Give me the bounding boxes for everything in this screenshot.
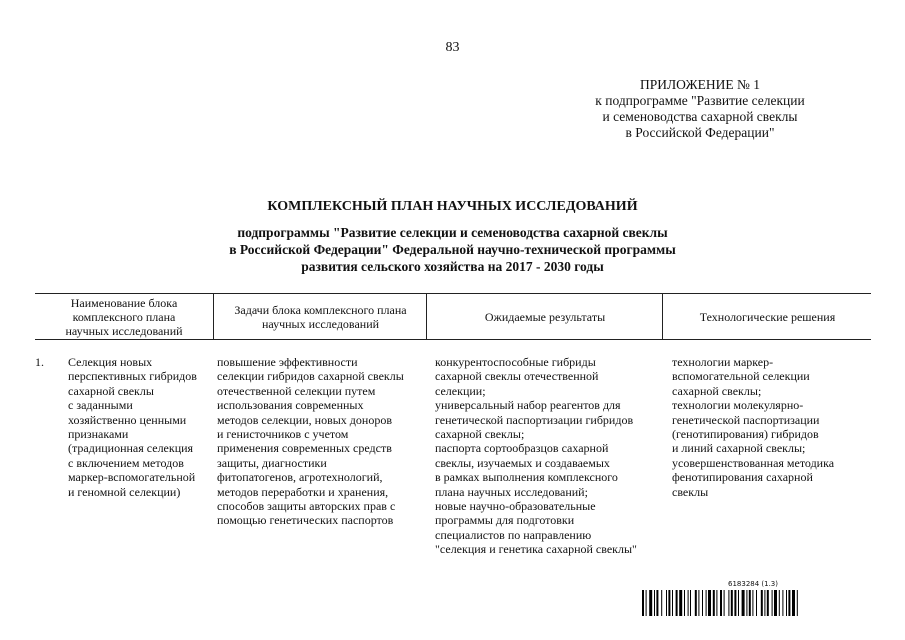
barcode-bar [734, 590, 736, 616]
barcode-bar [731, 590, 733, 616]
text-line: методов селекции, новых доноров [217, 412, 392, 427]
text-line: и семеноводства сахарной свеклы [602, 109, 798, 124]
barcode-bar [708, 590, 711, 616]
text-line: маркер-вспомогательной [68, 470, 196, 485]
text-line: комплексного плана [72, 309, 176, 324]
barcode-bar [642, 590, 644, 616]
text-line: защиты, диагностики [217, 455, 327, 470]
barcode-bar [702, 590, 703, 616]
header-tech-solutions [662, 294, 872, 339]
barcode-bar [668, 590, 670, 616]
barcode-bar [649, 590, 652, 616]
text-line: фенотипирования сахарной [672, 470, 813, 485]
barcode-bar [742, 590, 745, 616]
text-line: универсальный набор реагентов для [435, 398, 621, 413]
cell-block-name [68, 355, 197, 499]
text-line: паспорта сортообразцов сахарной [435, 441, 609, 456]
barcode-bar [666, 590, 667, 616]
text-line: признаками [68, 427, 129, 442]
barcode-image [642, 590, 870, 616]
text-line: отечественной селекции путем [217, 383, 376, 398]
cell-expected-results [435, 355, 637, 557]
text-line: методов переработки и хранения, [217, 484, 389, 499]
text-line: и линий сахарной свеклы; [672, 441, 806, 456]
text-line: сахарной свеклы отечественной [435, 369, 599, 384]
text-line: сахарной свеклы; [672, 383, 762, 398]
text-line: в Российской Федерации" [625, 125, 775, 140]
text-line: селекции гибридов сахарной свеклы [217, 369, 404, 384]
text-line: новые научно-образовательные [435, 499, 596, 514]
text-line: специалистов по направлению [435, 527, 592, 542]
barcode-bar [764, 590, 765, 616]
header-expected-results [426, 294, 663, 339]
text-line: (генотипирования) гибридов [672, 427, 819, 442]
cell-tech-solutions [672, 355, 834, 499]
barcode-bar [724, 590, 725, 616]
text-line: (традиционная селекция [68, 441, 194, 456]
document-title: КОМПЛЕКСНЫЙ ПЛАН НАУЧНЫХ ИССЛЕДОВАНИЙ [267, 199, 638, 214]
barcode-bar [706, 590, 707, 616]
text-line: способов защиты авторских прав с [217, 499, 396, 514]
barcode-bar [792, 590, 795, 616]
header-block-name [35, 294, 213, 339]
barcode-bar [672, 590, 673, 616]
text-line: ПРИЛОЖЕНИЕ № 1 [639, 77, 761, 92]
text-line: и генисточников с учетом [217, 427, 349, 442]
table-header [35, 293, 871, 340]
page-number: 83 [445, 40, 460, 55]
barcode-bar [728, 590, 729, 616]
text-line: Селекция новых [68, 355, 153, 369]
appendix-note [535, 77, 865, 141]
text-line: использования современных [217, 398, 364, 413]
cell-tasks [217, 355, 404, 528]
text-line: с заданными [68, 398, 133, 413]
barcode-bar [695, 590, 697, 616]
text-line: сахарной свеклы [68, 383, 154, 398]
text-line: программы для подготовки [435, 513, 575, 528]
barcode-bar [679, 590, 682, 616]
text-line: повышение эффективности [217, 355, 358, 369]
text-line: применения современных средств [217, 441, 392, 456]
text-line: усовершенствованная методика [672, 455, 835, 470]
barcode-bar [756, 590, 757, 616]
barcode-bar [752, 590, 753, 616]
text-line: с включением методов [68, 455, 184, 470]
barcode-bar [676, 590, 678, 616]
barcode-bar [788, 590, 790, 616]
barcode-bar [684, 590, 685, 616]
text-line: вспомогательной селекции [672, 369, 810, 384]
barcode-bar [646, 590, 647, 616]
document-subtitle [0, 224, 905, 275]
barcode-bar [738, 590, 739, 616]
barcode-bar [688, 590, 689, 616]
barcode-bar [761, 590, 763, 616]
barcode-bar [716, 590, 717, 616]
text-line: в рамках выполнения комплексного [435, 470, 618, 485]
text-line: конкурентоспособные гибриды [435, 355, 596, 369]
text-line: помощью генетических паспортов [217, 513, 394, 528]
barcode-bar [749, 590, 751, 616]
text-line: плана научных исследований; [435, 484, 588, 499]
barcode-bar [654, 590, 655, 616]
barcode-bar [797, 590, 798, 616]
barcode-bar [713, 590, 715, 616]
header-tasks [213, 294, 427, 339]
text-line: Ожидаемые результаты [484, 309, 606, 324]
barcode-bar [720, 590, 722, 616]
text-line: к подпрограмме "Развитие селекции [595, 93, 805, 108]
barcode-bar [782, 590, 783, 616]
text-line: фитопатогенов, агротехнологий, [217, 470, 383, 485]
barcode-bar [690, 590, 691, 616]
barcode-label: 6183284 (1.3) [728, 580, 778, 588]
text-line: селекции; [435, 383, 486, 398]
text-line: Наименование блока [70, 295, 178, 310]
text-line: научных исследований [261, 316, 380, 331]
barcode-bar [656, 590, 658, 616]
text-line: "селекция и генетика сахарной свеклы" [435, 542, 637, 557]
text-line: генетической паспортизации гибридов [435, 412, 634, 427]
text-line: технологии молекулярно- [672, 398, 804, 413]
text-line: перспективных гибридов [68, 369, 197, 384]
text-line: хозяйственно ценными [68, 412, 187, 427]
barcode-bar [767, 590, 769, 616]
text-line: подпрограммы "Развитие селекции и семеноводства сахарной свеклы [237, 225, 668, 240]
barcode-bar [698, 590, 699, 616]
text-line: и геномной селекции) [68, 484, 181, 499]
barcode-bar [746, 590, 747, 616]
barcode-bar [772, 590, 773, 616]
barcode-bar [786, 590, 787, 616]
row-number: 1. [35, 355, 44, 369]
text-line: свеклы [672, 484, 709, 499]
barcode-bar [779, 590, 780, 616]
text-line: Технологические решения [699, 309, 836, 324]
text-line: свеклы, изучаемых и создаваемых [435, 455, 610, 470]
text-line: в Российской Федерации" Федеральной научно-технической программы [229, 242, 676, 257]
barcode-bar [774, 590, 777, 616]
text-line: технологии маркер- [672, 355, 774, 369]
text-line: развития сельского хозяйства на 2017 - 2030 годы [301, 259, 604, 274]
text-line: Задачи блока комплексного плана [234, 302, 407, 317]
text-line: научных исследований [65, 323, 183, 338]
text-line: генетической паспортизации [672, 412, 820, 427]
barcode-bar [661, 590, 662, 616]
text-line: сахарной свеклы; [435, 427, 525, 442]
